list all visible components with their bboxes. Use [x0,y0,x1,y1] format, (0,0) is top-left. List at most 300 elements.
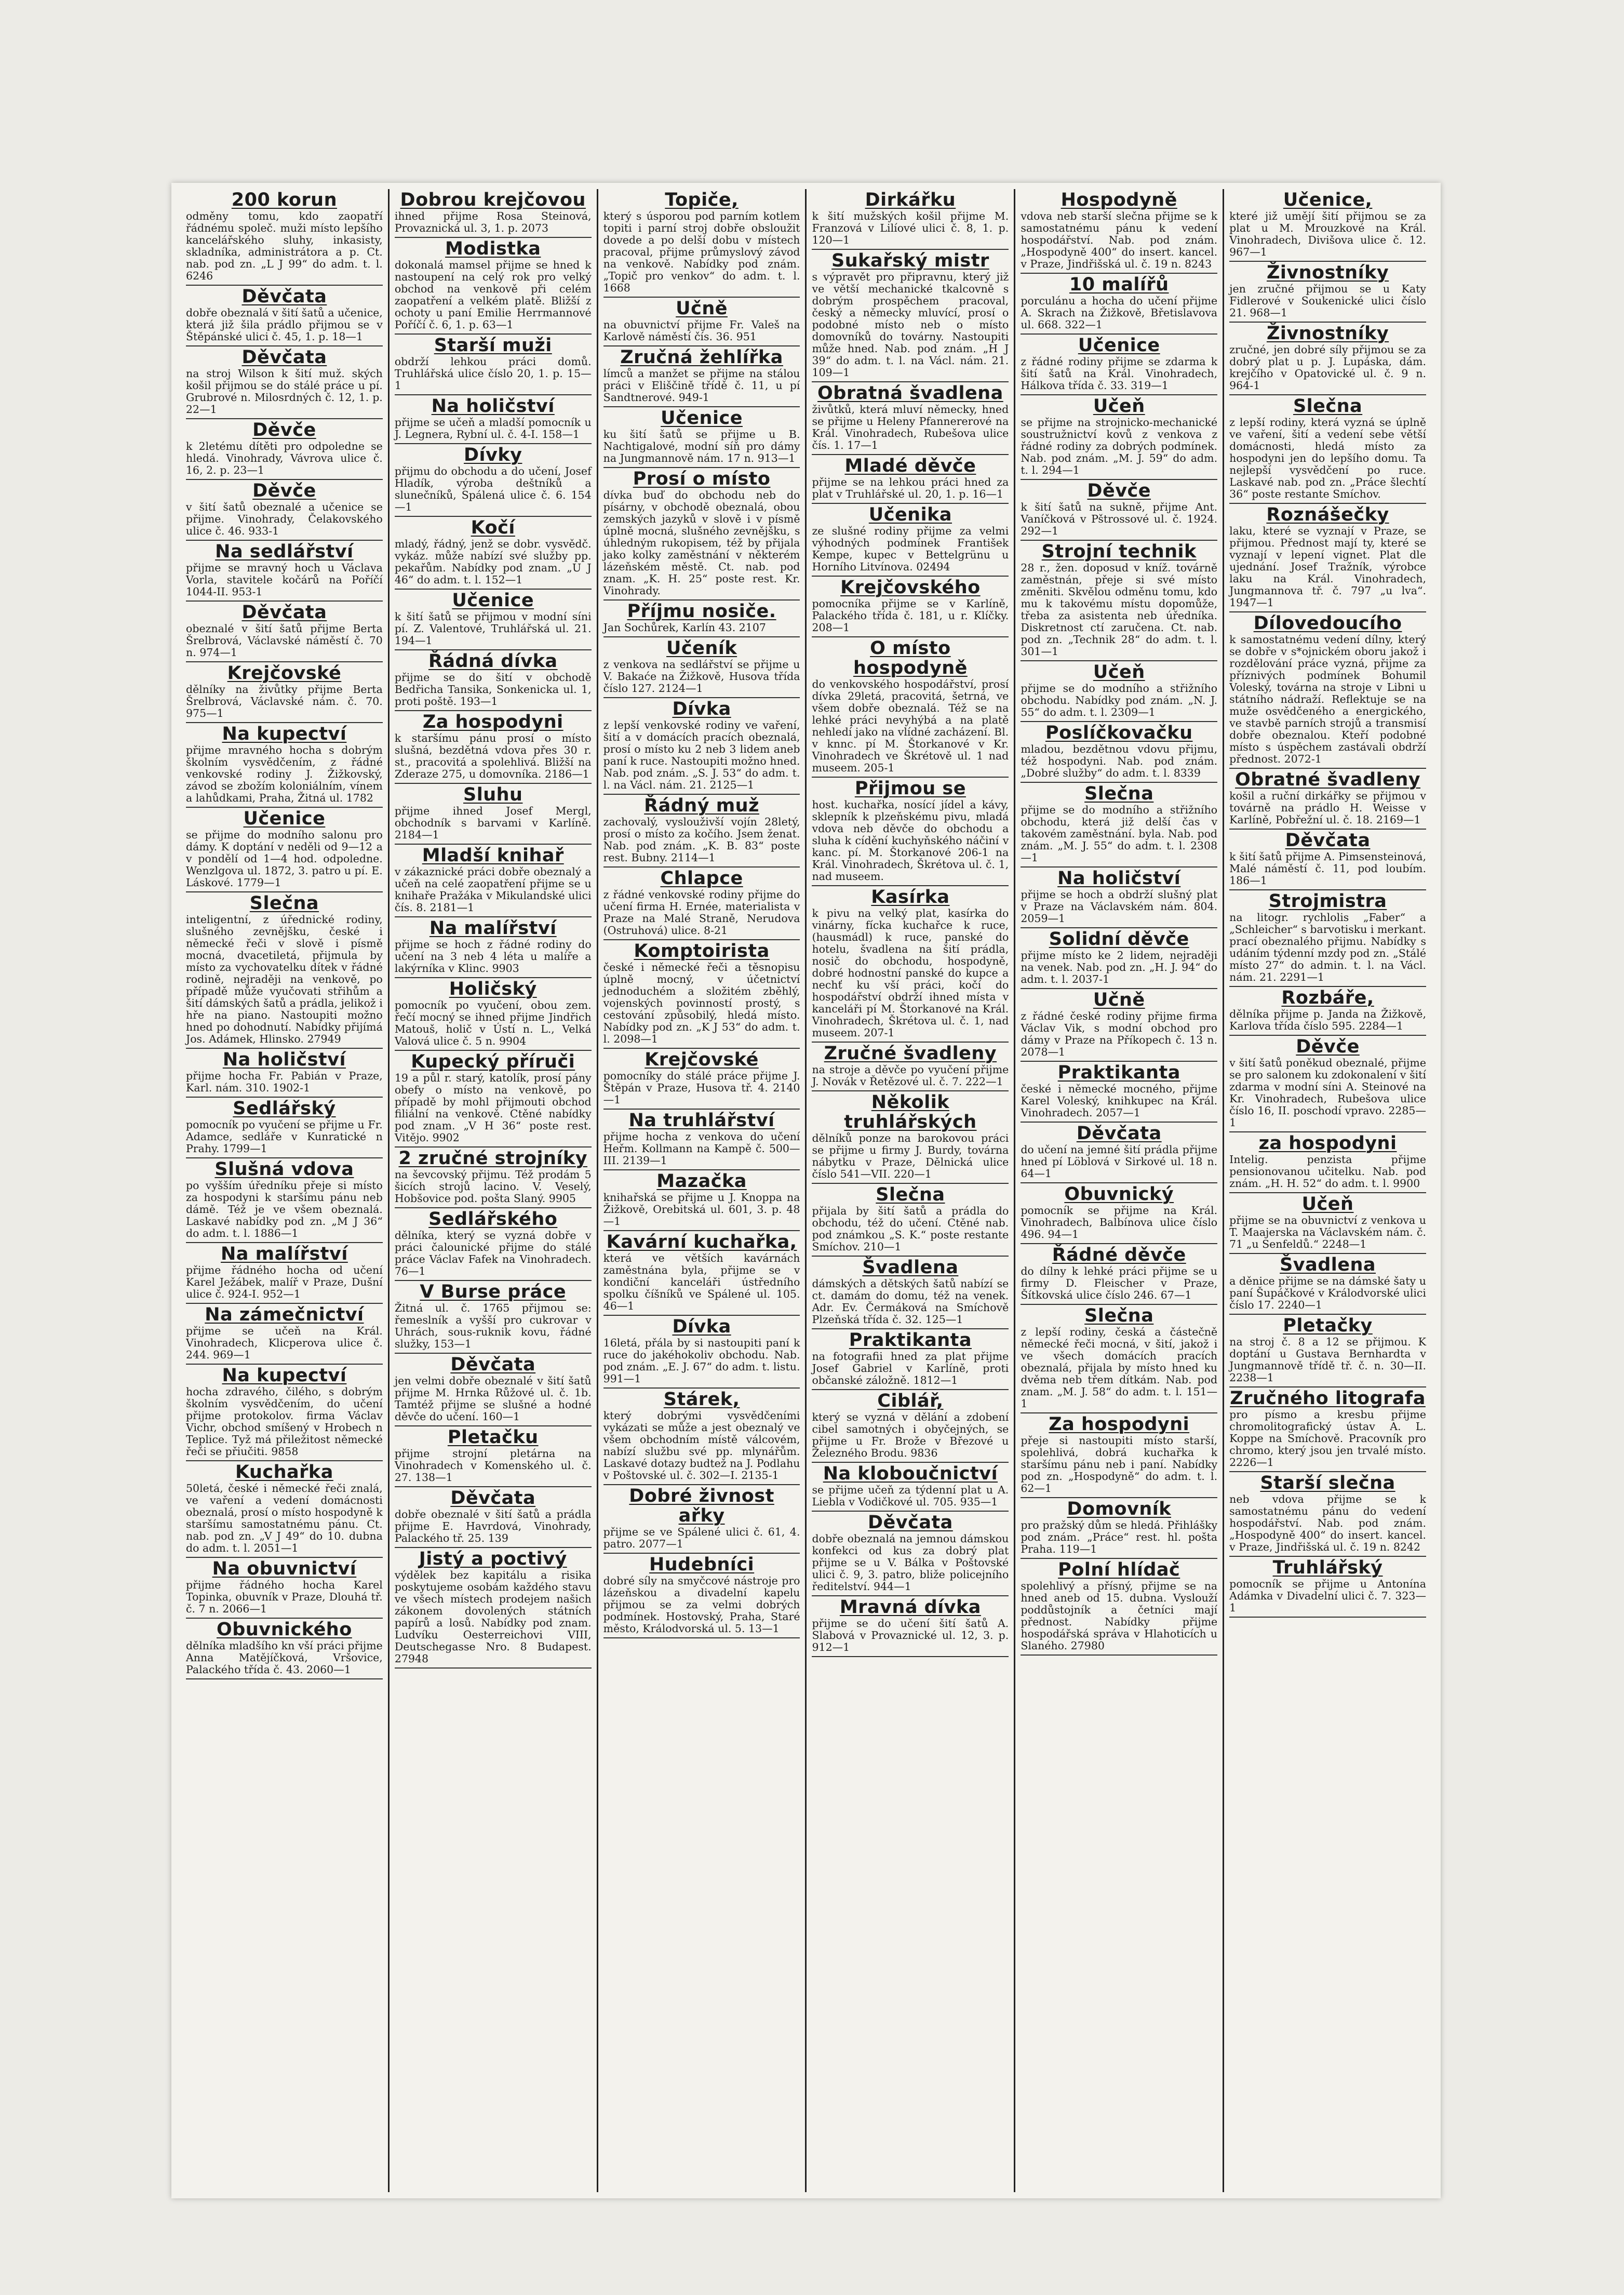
classified-ad [812,1091,1009,1184]
ad-text: 50letá, české i německé řeči znalá, ve vaření a vedení domácnosti obeznalá, prosí o místo hospodyně k staršímu samostatnému pánu. Ct. nab. pod zn. „V J 49“ do 10. dubna do adm. t. l. 2051—1 [186,1482,383,1554]
ad-text: do venkovského hospodářství, prosí dívka 29letá, pracovitá, šetrná, ve všem dobře obeznalá. Též se na lehké práci nevyhýbá a na platě nehledí jako na vlídné zacházení. Bl. v knnc. pí M. Štorkanové v Kr. Vinohradech ve Škrétově ul. 1 nad museem. 205-1 [812,678,1009,774]
ad-text: dělníků ponze na barokovou práci se přijme u firmy J. Burdy, továrna nábytku v Praze, Dělnická ulice číslo 541—VII. 220—1 [812,1132,1009,1180]
ad-heading: Dobré živnost ařky [629,1486,774,1526]
ad-heading: Dívky [464,445,522,465]
classified-ad [1021,1183,1217,1244]
ad-text: z řádné venkovské rodiny přijme do učení firma H. Ernée, materialista v Praze na Malé Straně, Nerudova (Ostruhová) ulice. 8-21 [603,888,800,937]
classified-ad [395,1548,592,1669]
ad-heading: Roznášečky [1266,504,1389,525]
ad-heading: Kavární kuchařka, [606,1232,797,1252]
classified-ad [395,335,592,395]
ad-heading: Přijmou se [854,778,966,799]
ad-heading: Učenice [1078,335,1160,356]
ad-heading: Děvčata [241,347,327,368]
ad-text: dobře obeznalé v šití šatů a prádla přijme E. Havrdová, Vinohrady, Palackého tř. 25. 139 [394,1508,592,1544]
ad-heading: Zručná žehlířka [620,347,783,368]
ad-text: a děnice přijme se na dámské šaty u paní Šupáčkové v Králodvorské ulici číslo 17. 2240—1 [1229,1275,1426,1311]
ad-text: dělníka přijme p. Janda na Žižkově, Karlova třída číslo 595. 2284—1 [1229,1008,1426,1032]
classified-ad [395,845,592,917]
classified-ad [812,382,1009,455]
ad-heading: Učně [676,298,728,319]
ad-heading: Chlapce [660,868,743,889]
ad-heading: Kuchařka [235,1462,333,1483]
classified-ad [395,590,592,650]
ad-heading: Děvčata [450,1354,536,1375]
classified-ad [1229,1315,1426,1387]
ad-heading: Učenice [243,808,326,829]
ad-text: na stroj Wilson k šití muž. ských košil přijmou se do stálé práce u pí. Grubrové n. Milosrdných č. 12, 1. p. 22—1 [186,367,383,416]
ad-text: 16letá, přála by si nastoupiti paní k ruce do jakéhokoliv obchodu. Nab. pod znám. „E. J. 67“ do adm. t. listu. 991—1 [603,1337,800,1385]
ad-text: do učení na jemné šití prádla přijme hned pí Löblová v Sirkové ul. 18 n. 64—1 [1021,1143,1218,1180]
ad-heading: V Burse práce [420,1282,567,1302]
ad-heading: Učeň [1093,396,1145,417]
ad-text: dívka buď do obchodu neb do písárny, v obchodě obeznalá, obou zemských jazyků v slově i v písmě úplně mocná, slušného zevnějšku, s úhledným rukopisem, též by přijala jako kolky zaměstnání v některém lázeňském městě. Ct. nab. pod znam. „K. H. 25“ poste rest. Kr. Vinohrady. [603,489,800,597]
classified-ad [1021,1305,1217,1413]
ad-text: na stroje a děvče po vyučení přijme J. Novák v Řetězové ul. č. 7. 222—1 [812,1063,1009,1088]
classified-ad [186,1365,383,1461]
ad-text: hocha zdravého, čilého, s dobrým školním vysvědčením, do učení přijme protokolov. firma Václav Vichr, obchod smíšený v Hrobech n Teplice. Tyž má přiležitost německé řeči se přiučiti. 9858 [186,1385,383,1458]
ad-text: Intelig. penzista přijme pensionovanou učitelku. Nab. pod znám. „H. H. 52“ do adm. t. l. 9900 [1229,1153,1426,1190]
classified-ad [603,637,800,698]
ad-text: košil a ruční dirkářky se přijmou v továrně na prádlo H. Weisse v Karlíně, Pobřežní ul. č. 18. 2169—1 [1229,790,1426,826]
classified-ad [1229,1193,1426,1254]
ad-heading: Dirkářku [865,190,956,210]
ad-heading: Dílovedoucího [1253,613,1402,634]
ad-heading: Slečna [249,893,319,914]
ad-text: přijme se do modního a střižního obchodu, která již delší čas v takovém zaměstnání. byla. Nab. pod znám. „M. J. 55“ do adm. t. l. 2308—1 [1021,804,1218,864]
ad-text: inteligentní, z úřednické rodiny, slušného zevnějšku, české i německé řeči v slově i písmě mocná, dvacetiletá, přijmula by místo za vychovatelku dítek v řádné rodině, nejraději na venkově, po případě může vyučovati střihům a šití dámských šatů a prádla, jelikož i hře na piano. Nastoupiti možno hned po dohodnutí. Nabídky přijímá Jos. Adámek, Hlinsko. 27949 [186,913,383,1045]
ad-text: host. kuchařka, nosící jídel a kávy, sklepník k plzeňskému pivu, mladá vdova neb děvče do obchodu a sluha k cídění kuchyňského náčiní v kanc. pí. M. Štorkanové 206-1 na Král. Vinohradech, Škrétova ul. č. 1, nad museem. [812,798,1009,883]
classified-ad [812,1463,1009,1512]
ad-text: dělníky na živůtky přijme Berta Šrelbrová, Václavské nám. č. 70. 975—1 [186,683,383,719]
ad-text: které již umějí šití přijmou se za plat u M. Mrouzkové na Král. Vinohradech, Divišova ulice č. 12. 967—1 [1229,210,1426,258]
ad-text: pomocník se přijme u Antonína Adámka v Divadelní ulici č. 7. 323—1 [1229,1578,1426,1614]
ad-text: dělníka, který se vyzná dobře v práci čalounické přijme do stálé práce Václav Fafek na Vinohradech. 76—1 [394,1229,592,1277]
ad-heading: Na malířství [429,918,557,939]
ad-heading: Mladší knihař [422,845,564,866]
ad-text: z lepší venkovské rodiny ve vaření, šití a v domácích pracích obeznalá, prosí o místo ku 2 neb 3 lidem aneb paní k ruce. Nastoupiti možno hned. Nab. pod znám. „S. J. 53“ do adm. t. l. na Václ. nám. 21. 2125—1 [603,719,800,791]
classified-ad [812,1390,1009,1463]
ad-heading: Děvčata [1076,1123,1162,1144]
classified-ad [1229,769,1426,830]
ad-text: výdělek bez kapitálu a risika poskytujeme osobám každého stavu ve všech místech prodejem našich zákonem dovolených státních papírů a losů. Nabídky pod znam. Ludvíku Oesterreichovi VIII, Deutschegasse Nro. 8 Budapest. 27948 [394,1569,592,1665]
ad-text: přijme se mravný hoch u Václava Vorla, stavitele kočárů na Poříčí 1044-II. 953-1 [186,562,383,598]
ad-text: zachovalý, vyslouživší vojín 28letý, prosí o místo za kočího. Jsem ženat. Nab. pod znám. „K. B. 83“ poste rest. Bubny. 2114—1 [603,816,800,864]
classified-ad [1229,987,1426,1036]
classified-ad [1021,989,1217,1062]
classified-ad [603,795,800,868]
ad-heading: Obuvnického [217,1619,352,1640]
ad-heading: Hospodyně [1061,190,1177,210]
ad-text: která ve větších kavárnách zaměstnána byla, přijme se v kondiční kanceláři ústředního spolku číšníků ve Spálené ul. 105. 46—1 [603,1252,800,1312]
classified-ad [395,444,592,517]
classified-ad [186,1098,383,1158]
ad-heading: Živnostníky [1266,323,1389,344]
ad-text: porculánu a hocha do učení přijme A. Skrach na Žižkově, Břetislavova ul. 668. 322—1 [1021,295,1218,331]
classified-ad [186,419,383,480]
ad-heading: Mazačka [656,1171,747,1192]
ad-text: na stroj č. 8 a 12 se přijmou. K doptání u Gustava Bernhardta v Jungmannově třídě tř. č. n. 30—II. 2238—1 [1229,1336,1426,1384]
ad-text: dobře obeznalá na jemnou dámskou konfekci od kus za dobrý plat přijme se u V. Bálka v Poštovské ulici č. 9, 3. patro, bliže policejního ředitelství. 944—1 [812,1532,1009,1593]
classified-ad [1021,1498,1217,1559]
classified-ad [1229,189,1426,262]
classified-ad [603,407,800,468]
ad-text: k samostatnému vedení dílny, který se dobře v s*ojnickém oboru jakož i rozdělování práce vyzná, přijme za příznivých podmínek Bohumil Voleský, továrna na stroje v Libni u státního nádraží. Reflektuje se na muže osvědčeného a energického, ve stavbě parních strojů a transmisí dobře obeznalou. Kteří podobné místo s úspěchem zastávali obdrží přednost. 2072-1 [1229,633,1426,765]
classified-ad [603,601,800,637]
classified-ad [395,395,592,444]
classified-ad [186,541,383,602]
ad-text: se přijme do modního salonu pro dámy. K doptání v neděli od 9—12 a v pondělí od 1—4 hod. odpoledne. Wenzlgova ul. 1872, 3. patro u pí. E. Láskové. 1779—1 [186,829,383,889]
ad-heading: Prosí o místo [633,469,771,489]
classified-ad [603,698,800,795]
ad-heading: Slečna [1084,1305,1154,1326]
ad-heading: Učenice [452,590,534,611]
ad-heading: Děvčata [1285,830,1371,851]
ad-text: k pivu na velký plat, kasírka do vinárny, fícka kuchařce k ruce, (hausmádl) k ruce, panské do hotelu, švadlena na šití prádla, nosič do obchodu, hospodyně, dobré hodnostní panské do kupce a nechť ku vší práci, kočí do hospodářství obdrží ihned místa v kanceláři pí M. Štorkanové na Král. Vinohradech, Škrétova ul. č. 1, nad museem. 207-1 [812,907,1009,1039]
ad-heading: Děvčata [241,286,327,307]
ad-heading: Holičský [449,979,537,999]
ad-text: se přijme na strojnicko-mechanické soustružnictví kovů z venkova z řádné rodiny za dobrých podmínek. Nab. pod znám. „M. J. 59“ do adm. t. l. 294—1 [1021,416,1218,476]
ad-heading: Zručné švadleny [824,1043,997,1064]
classified-ad-columns [181,189,1431,2192]
ad-text: přijala by šití šatů a prádla do obchodu, též do učení. Ctěné nab. pod známkou „S. K.“ poste restante Smíchov. 210—1 [812,1205,1009,1253]
ad-text: přijme místo ke 2 lidem, nejraději na venek. Nab. pod zn. „H. J. 94“ do adm. t. l. 2037-1 [1021,949,1218,985]
classified-ad [1229,262,1426,323]
ad-heading: Zručného litografa [1230,1388,1426,1409]
ad-text: k šití šatů se přijmou v modní síni pí. Z. Valentové, Truhlářská ul. 21. 194—1 [394,610,592,647]
classified-ad [1021,1123,1217,1183]
ad-text: na litogr. rychlolis „Faber“ a „Schleicher“ s barvotisku i merkant. prací obeznalého přijmu. Nabídky s udáním týdenní mzdy pod zn. „Stálé místo 27“ do admin. t. l. na Václ. nám. 21. 2291—1 [1229,911,1426,983]
ad-text: mladou, bezdětnou vdovu přijmu, též hospodyni. Nab. pod znám. „Dobré služby“ do adm. t. l. 8339 [1021,743,1218,779]
ad-heading: Učeň [1093,662,1145,683]
ad-column [1015,189,1224,2192]
ad-heading: Kočí [471,517,515,538]
ad-text: z venkova na sedlářství se přijme u V. Bakaće na Žižkově, Husova třída číslo 127. 2124—1 [603,658,800,695]
ad-heading: Děvče [1087,481,1151,501]
classified-ad [395,1426,592,1487]
ad-heading: Praktikanta [849,1330,972,1351]
ad-heading: Hudebníci [649,1554,755,1575]
ad-heading: Topiče, [665,190,739,210]
ad-text: přijme se na lehkou práci hned za plat v Truhlářské ul. 20, 1. p. 16—1 [812,476,1009,500]
ad-column [181,189,390,2192]
classified-ad [812,1596,1009,1657]
ad-text: přijme se ve Spálené ulici č. 61, 4. patro. 2077—1 [603,1526,800,1550]
ad-text: dokonalá mamsel přijme se hned k nastoupení na celý rok pro velký obchod na venkově při celém zaopatření a velkém platě. Bližší z ochoty u paní Emilie Herrmannové Poříčí č. 6, 1. p. 63—1 [394,259,592,331]
ad-column [598,189,807,2192]
ad-text: přijme se učeň a mladší pomocník u J. Legnera, Rybní ul. č. 4-I. 158—1 [394,416,592,441]
classified-ad [1021,868,1217,928]
classified-ad [395,978,592,1051]
ad-text: přijme mravného hocha s dobrým školním vysvědčením, z řádné venkovské rodiny J. Žižkovský, závod se zbožím koloniálním, vínem a lahůdkami, Praha, Žitná ul. 1782 [186,744,383,804]
classified-ad [603,1231,800,1316]
ad-heading: Mladé děvče [844,456,976,476]
classified-ad [1229,1387,1426,1472]
classified-ad [186,808,383,892]
classified-ad [812,250,1009,382]
ad-text: límců a manžet se přijme na stálou práci v Eliščině třídě č. 11, u pí Sandtnerové. 949-1 [603,367,800,404]
ad-heading: Krejčovské [645,1049,759,1070]
ad-heading: za hospodyni [1258,1133,1397,1154]
classified-ad [395,189,592,238]
ad-text: živůtků, která mluví německy, hned se přijme u Heleny Pfannererové na Král. Vinohradech, Rubešova ulice čís. 1. 17—1 [812,403,1009,451]
ad-text: dámských a dětských šatů nabízí se ct. damám do domu, též na venek. Adr. Ev. Čermáková na Smíchově Plzeňská třída č. 32. 125—1 [812,1277,1009,1326]
ad-heading: Na zámečnictví [205,1304,364,1325]
ad-text: 28 r., žen. doposud v kníž. továrně zaměstnán, přeje si své místo změniti. Skvělou odměnu tomu, kdo mu k takovému místu dopomůže, třeba za asistenta neb úředníka. Diskretnost ctí zaručena. Ct. nab. pod zn. „Technik 28“ do adm. t. l. 301—1 [1021,562,1218,658]
ad-heading: Polní hlídač [1058,1559,1180,1580]
classified-ad [1021,1413,1217,1498]
classified-ad [186,1619,383,1679]
ad-heading: Krejčovské [227,663,342,684]
ad-text: české i německé mocného, přijme Karel Voleský, knihkupec na Král. Vinohradech. 2057—1 [1021,1083,1218,1119]
ad-heading: Učně [1093,990,1145,1010]
ad-text: laku, které se vyznají v Praze, se přijmou. Přednost mají ty, které se vyznají v lepení vignet. Plat dle ujednání. Josef Tražník, výrobce laku na Král. Vinohradech, Jungmannova tř. č. 797 „u lva“. 1947—1 [1229,525,1426,609]
classified-ad [812,504,1009,577]
classified-ad [1229,1472,1426,1557]
ad-heading: Na malířství [221,1244,348,1264]
ad-text: jen zručné přijmou se u Katy Fidlerové v Soukenické ulici číslo 21. 968—1 [1229,283,1426,319]
classified-ad [395,1354,592,1426]
ad-heading: Stárek, [663,1389,740,1410]
classified-ad [1021,189,1217,274]
ad-text: pomocníky do stálé práce přijme J. Štěpán v Praze, Husova tř. 4. 2140—1 [603,1070,800,1106]
ad-text: z řádné české rodiny přijme firma Václav Vik, s modní obchod pro dámy v Praze na Příkopech č. 13 n. 2078—1 [1021,1010,1218,1058]
ad-column [807,189,1015,2192]
classified-ad [186,1158,383,1243]
ad-heading: Starší muži [434,335,552,356]
ad-text: z lepší rodiny, která vyzná se úplně ve vaření, šití a vedení sebe větší domácnosti, hledá místo za hospodyni jen do lepšího domu. Ta nejlepší vysvědčení po ruce. Laskavé nab. pod zn. „Práce šlechtí 36“ poste restante Smíchov. [1229,416,1426,500]
ad-heading: Sluhu [463,784,523,805]
classified-ad [1021,661,1217,722]
classified-ad [1021,480,1217,541]
ad-column [1224,189,1431,2192]
classified-ad [186,1304,383,1365]
ad-text: dobře obeznalá v šití šatů a učenice, která již šila prádlo přijmou se v Štěpánské ulici č. 45, 1. p. 18—1 [186,306,383,343]
classified-ad [603,1170,800,1231]
ad-heading: Švadlena [1280,1255,1376,1275]
ad-heading: Praktikanta [1057,1062,1180,1083]
classified-ad [603,468,800,601]
ad-heading: Slečna [1293,396,1363,417]
ad-text: pomocníka přijme se v Karlíně, Palackého třída č. 181, u r. Klíčky. 208—1 [812,597,1009,634]
ad-heading: Modistka [445,238,541,259]
ad-heading: Na holičství [1057,868,1181,889]
ad-heading: Za hospodyni [1049,1414,1190,1435]
ad-heading: Učeník [666,638,737,659]
ad-text: přijme se na obuvnictví z venkova u T. Maajerska na Václavském nám. č. 71 „u Senfeldů.“ 2248—1 [1229,1214,1426,1250]
ad-heading: Obuvnický [1064,1184,1174,1205]
ad-heading: Dívka [672,1316,731,1337]
classified-ad [186,346,383,419]
ad-text: spolehlivý a přísný, přijme se na hned aneb od 15. dubna. Vyslouží poddůstojník a četníci mají přednost. Nabídky přijme hospodářská správa v Hlahoticích u Slaného. 27980 [1021,1580,1218,1652]
ad-heading: Sedlářský [233,1098,336,1119]
ad-text: Žitná ul. č. 1765 přijmou se: řemeslník a vyšší pro cukrovar v Uhrách, sous-ruknik kovu, řádné služky, 153—1 [394,1302,592,1350]
ad-text: neb vdova přijme se k samostatnému pánu do vedení hospodářství. Nab. pod znám. „Hospodyně 400“ do insert. kancel. v Praze, Jindřišská ul. č. 19 n. 8242 [1229,1493,1426,1553]
classified-ad [812,1043,1009,1091]
ad-text: pomocník se přijme na Král. Vinohradech, Balbínova ulice číslo 496. 94—1 [1021,1204,1218,1240]
classified-ad [603,189,800,298]
classified-ad [186,602,383,662]
ad-text: na ševcovský přijmu. Též prodám 5 šicích strojů lacino. V. Veselý, Hobšovice pod. pošta Slaný. 9905 [394,1168,592,1205]
classified-ad [603,1485,800,1554]
ad-text: přijme ihned Josef Mergl, obchodník s barvami v Karlíně. 2184—1 [394,805,592,841]
ad-text: k šití šatů přijme A. Pimsensteinová, Malé náměstí č. 11, pod loubím. 186—1 [1229,850,1426,887]
ad-text: přijme hocha Fr. Pabián v Praze, Karl. nám. 310. 1902-1 [186,1070,383,1094]
ad-heading: O místo hospodyně [853,638,968,678]
ad-heading: Obratná švadlena [817,383,1003,404]
ad-text: v šití šatů obeznalé a učenice se přijme. Vinohrady, Čelakovského ulice č. 46. 933-1 [186,501,383,537]
ad-text: ihned přijme Rosa Steinová, Provaznická ul. 3, 1. p. 2073 [394,210,592,234]
classified-ad [186,1558,383,1619]
ad-text: dělníka mladšího kn vší práci přijme Anna Matějíčková, Vršovice, Palackého třída č. 43. 2060—1 [186,1639,383,1676]
ad-text: přijmu do obchodu a do učení, Josef Hladík, výroba deštníků a slunečníků, Spálená ulice č. 6. 154—1 [394,465,592,513]
classified-ad [812,778,1009,886]
classified-ad [1021,274,1217,335]
classified-ad [1021,722,1217,783]
ad-text: dobré síly na smyčcové nástroje pro lázeňskou a divadelní kapelu přijmou se za velmi dobrých podmínek. Hostovský, Praha, Staré město, Králodvorská ul. 5. 13—1 [603,1575,800,1635]
ad-heading: Slušná vdova [214,1159,354,1180]
ad-heading: Děvčata [241,602,327,623]
classified-ad [603,940,800,1049]
ad-heading: Na sedlářství [215,541,354,562]
classified-ad [603,298,800,346]
classified-ad [812,1329,1009,1390]
ad-text: zručné, jen dobré síly přijmou se za dobrý plat u p. J. Lupáska, dám. krejčího v Opatovické ul. č. 9 n. 964-1 [1229,343,1426,392]
ad-heading: Strojmistra [1268,891,1387,912]
ad-heading: 10 malířů [1069,274,1169,295]
ad-heading: Děvče [1296,1036,1360,1057]
ad-text: v zákaznické práci dobře obeznalý a učeň na celé zaopatření přijme se u knihaře Pražáka v Mikulandské ulici čís. 8. 2181—1 [394,865,592,914]
classified-ad [812,455,1009,504]
ad-heading: Učenice, [1283,190,1373,210]
ad-text: pro pražský dům se hledá. Přihlášky pod znám. „Práce“ rest. hl. pošta Praha. 119—1 [1021,1519,1218,1555]
ad-text: přijme řádného hocha Karel Topinka, obuvník v Praze, Dlouhá tř. č. 7 n. 2066—1 [186,1579,383,1615]
ad-heading: Učenice [661,408,743,429]
ad-heading: Kupecký příruči [411,1051,575,1072]
ad-text: na fotografii hned za plat přijme Josef Gabriel v Karlíně, proti občanské záložně. 1812—1 [812,1350,1009,1386]
ad-heading: Jistý a poctivý [419,1549,567,1569]
ad-heading: Mravná dívka [839,1597,981,1618]
classified-ad [1021,783,1217,868]
classified-ad [186,1461,383,1558]
ad-text: jen velmi dobře obeznalé v šití šatů přijme M. Hrnka Růžové ul. č. 1b. Tamtéž přijme se slušné a hodné děvče do učení. 160—1 [394,1375,592,1423]
ad-heading: Truhlářský [1272,1557,1383,1578]
ad-heading: Řádné děvče [1052,1245,1186,1265]
classified-ad [603,1554,800,1638]
ad-heading: Děvče [252,481,316,501]
ad-heading: Sukařský mistr [831,250,989,271]
classified-ad [395,784,592,845]
classified-ad [186,286,383,346]
ad-text: přijme řádného hocha od učení Karel Ježábek, malíř v Praze, Dušní ulice č. 924-I. 952—1 [186,1264,383,1300]
ad-text: obdrží lehkou práci domů. Truhlářská ulice číslo 20, 1. p. 15—1 [394,355,592,392]
ad-text: 19 a půl r. starý, katolík, prosí pány obefy o místo na venkově, po případě by mohl přijmouti obchod filiální na venkově. Ctěné nabídky pod znam. „V H 36“ poste rest. Vitějo. 9902 [394,1072,592,1144]
classified-ad [395,517,592,590]
ad-text: přijme se učeň na Král. Vinohradech, Klicperova ulice č. 244. 969—1 [186,1325,383,1361]
classified-ad [186,723,383,808]
ad-text: v šití šatů poněkud obeznalé, přijme se pro salonem ku zdokonalení v šití zdarma v modní síni A. Steinové na Kr. Vinohradech, Rubešova ulice číslo 16, II. poschodí vpravo. 2285—1 [1229,1057,1426,1129]
classified-ad [603,1049,800,1110]
classified-ad [603,346,800,407]
ad-heading: Obratné švadleny [1235,769,1421,790]
ad-column [390,189,598,2192]
classified-ad [1229,323,1426,395]
classified-ad [1229,395,1426,504]
ad-text: přijme se hoch a obdrží slušný plat v Praze na Václavském nám. 804. 2059—1 [1021,888,1218,925]
ad-heading: Slečna [876,1184,945,1205]
ad-heading: Učeň [1301,1194,1354,1215]
ad-heading: Řádná dívka [428,651,558,672]
ad-text: k šití šatů na sukně, přijme Ant. Vaníčková v Pštrossové ul. č. 1924. 292—1 [1021,501,1218,537]
ad-heading: Děvčata [867,1512,953,1533]
ad-heading: Na obuvnictví [212,1558,357,1579]
ad-heading: Pletačku [447,1427,539,1448]
ad-text: přijme se do šití v obchodě Bedřicha Tansika, Sonkenicka ul. 1, proti poště. 193—1 [394,671,592,708]
ad-heading: Na holičství [431,396,555,417]
classified-ad [395,1281,592,1354]
ad-heading: 2 zručné strojníky [398,1148,588,1169]
ad-text: ze slušné rodiny přijme za velmi výhodných podmínek František Kempe, kupec v Bettelgrünu u Horního Litvínova. 02494 [812,525,1009,573]
classified-ad [812,1257,1009,1329]
classified-ad [812,886,1009,1043]
ad-text: k staršímu pánu prosí o místo slušná, bezdětná vdova přes 30 r. st., pracovitá a spolehlivá. Bližší na Zderaze 275, u domovníka. 2186—1 [394,732,592,780]
classified-ad [1021,1559,1217,1656]
classified-ad [1021,395,1217,480]
classified-ad [1229,1254,1426,1315]
ad-text: který se vyzná v dělání a zdobení cibel samotných i obyčejných, se přijme u Fr. Brože v Březové u Železného Brodu. 9836 [812,1411,1009,1459]
ad-text: přijme se hoch z řádné rodiny do učení na 3 neb 4 léta u malíře a lakýrníka v Klinc. 9903 [394,938,592,975]
ad-heading: Strojní technik [1041,541,1197,562]
ad-heading: Pletačky [1283,1315,1373,1336]
ad-heading: Starší slečna [1260,1473,1395,1493]
ad-heading: Učenika [868,504,952,525]
ad-text: přijme hocha z venkova do učení Heřm. Kollmann na Kampě č. 500—III. 2139—1 [603,1130,800,1167]
ad-text: přijme se do učení šití šatů A. Slabová v Provaznické ul. 12, 3. p. 912—1 [812,1617,1009,1653]
ad-text: k 2letému dítěti pro odpoledne se hledá. Vinohrady, Vávrova ulice č. 16, 2. p. 23—1 [186,440,383,476]
ad-heading: Slečna [1084,783,1154,804]
classified-ad [395,650,592,711]
ad-text: pro písmo a kresbu přijme chromolitografický ústav A. L. Koppe na Smíchově. Pracovník pro chromo, který jsou jen trvalé místo. 2226—1 [1229,1408,1426,1469]
ad-heading: Kasírka [871,887,950,908]
classified-ad [812,1512,1009,1596]
ad-text: na obuvnictví přijme Fr. Valeš na Karlově náměstí čís. 36. 951 [603,318,800,343]
classified-ad [1229,1557,1426,1618]
ad-heading: Řádný muž [644,795,759,816]
ad-text: z lepší rodiny, česká a částečně německé řeči mocná, v šití, jakož i ve všech domácích pracích obeznalá, přijala by místo hned ku dvěma neb třem dítkám. Nab. pod znam. „M. J. 58“ do adm. t. l. 151—1 [1021,1326,1218,1410]
classified-ad [1021,1062,1217,1123]
classified-ad [395,238,592,335]
classified-ad [812,577,1009,637]
classified-ad [395,711,592,784]
ad-heading: Živnostníky [1266,262,1389,283]
newspaper-page [171,183,1441,2198]
ad-text: z řádné rodiny přijme se zdarma k šití šatů na Král. Vinohradech, Hálkova třída č. 33. 319—1 [1021,355,1218,392]
classified-ad [1229,830,1426,890]
classified-ad [812,1184,1009,1257]
ad-heading: Na kupectví [222,724,347,744]
ad-heading: Dívka [672,699,731,719]
classified-ad [812,189,1009,250]
ad-heading: Děvčata [450,1488,536,1509]
ad-text: který s úsporou pod parním kotlem topiti i parní stroj dobře obsloužit dovede a po delší dobu v místech pracoval, přijme průmyslový závod na venkově. Nabídky pod znám. „Topič pro venkov“ do adm. t. l. 1668 [603,210,800,294]
ad-heading: Švadlena [862,1257,959,1278]
ad-text: přijme strojní pletárna na Vinohradech v Komenského ul. č. 27. 138—1 [394,1447,592,1484]
classified-ad [186,662,383,723]
classified-ad [1021,541,1217,661]
classified-ad [395,1148,592,1208]
classified-ad [603,1316,800,1389]
classified-ad [1229,504,1426,612]
